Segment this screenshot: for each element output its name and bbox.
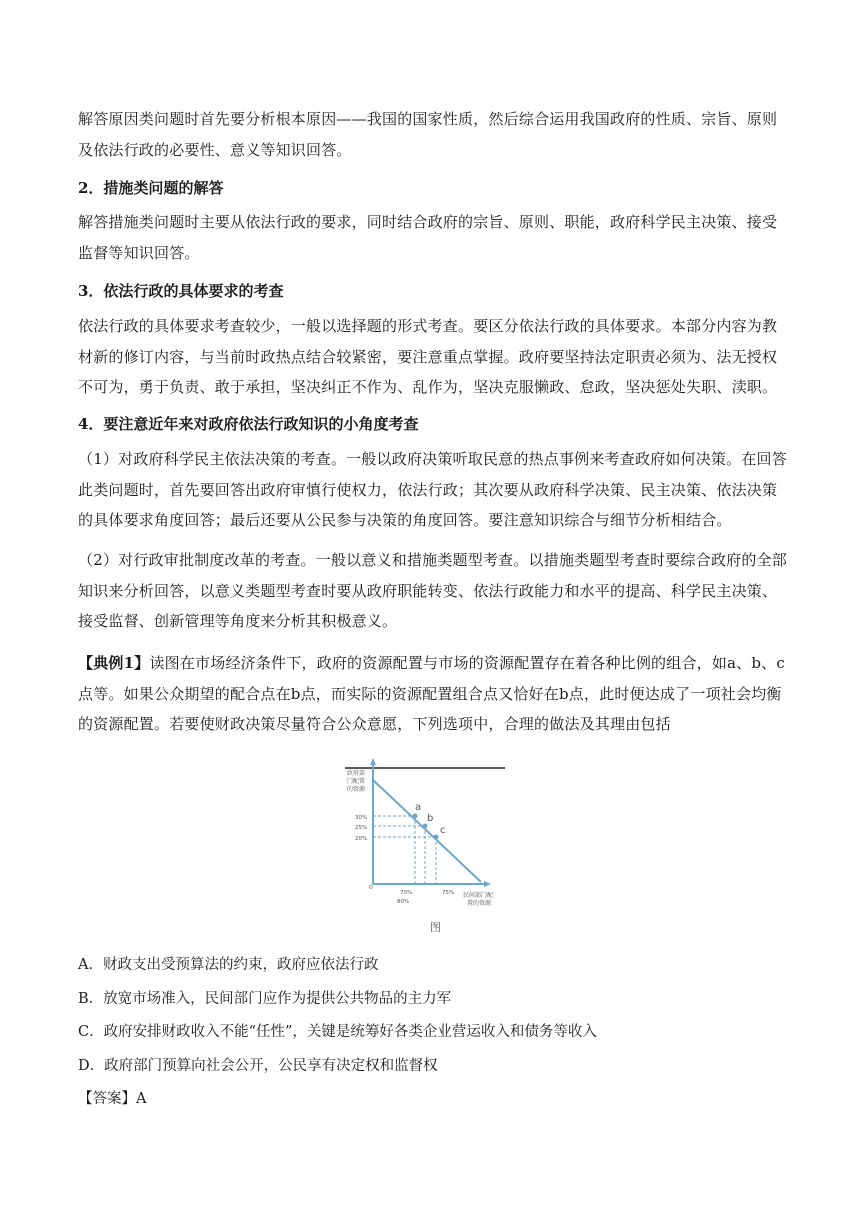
point-c-marker — [434, 835, 439, 840]
paragraph-approval-reform: （2）对行政审批制度改革的考查。一般以意义和措施类题型考查。以措施类题型考查时要综合政府的全部知识来分析回答，以意义类题型考查时要从政府职能转变、依法行政能力和水平的提高、科学民主决策、接受监督、创新管理等角度来分析其积极意义。 — [78, 551, 787, 630]
x-tick-75: 75% — [442, 890, 455, 896]
figure-caption: 图 — [430, 921, 441, 934]
x-tick-80: 80% — [397, 899, 410, 905]
option-c: C．政府安排财政收入不能“任性”，关键是统筹好各类企业营运收入和债务等收入 — [78, 1024, 597, 1040]
y-axis-label-line2: 门配置 — [347, 778, 366, 785]
paragraph-specific-requirements: 依法行政的具体要求考查较少，一般以选择题的形式考查。要区分依法行政的具体要求。本部分内容为教材新的修订内容，与当前时政热点结合较紧密，要注意重点掌握。政府要坚持法定职责必须为、法无授权不可为，勇于负责、敢于承担，坚决纠正不作为、乱作为，坚决克服懒政、怠政，坚决惩处失职、渎职。 — [78, 317, 778, 396]
option-a: A．财政支出受预算法的约束，政府应依法行政 — [78, 957, 379, 973]
y-tick-25: 25% — [355, 825, 368, 831]
x-axis-label-line2: 置的资源 — [467, 900, 492, 907]
answer: 【答案】A — [78, 1091, 147, 1107]
heading-specific-requirements: 3．依法行政的具体要求的考查 — [78, 282, 284, 300]
paragraph-measures: 解答措施类问题时主要从依法行政的要求，同时结合政府的宗旨、原则、职能，政府科学民主决策、接受监督等知识回答。 — [78, 213, 778, 262]
allocation-diagram — [345, 758, 515, 938]
option-b: B．放宽市场准入，民间部门应作为提供公共物品的主力军 — [78, 991, 452, 1007]
point-a-label: a — [415, 802, 422, 813]
option-d: D．政府部门预算向社会公开，公民享有决定权和监督权 — [78, 1058, 438, 1074]
y-axis-label-line1: 政府部 — [347, 770, 366, 777]
example-question — [78, 648, 790, 740]
y-axis-arrow — [370, 758, 376, 765]
paragraph-decision-making: （1）对政府科学民主依法决策的考查。一般以政府决策听取民意的热点事例来考查政府如何决策。在回答此类问题时，首先要回答出政府审慎行使权力，依法行政；其次要从政府科学决策、民主决策、依法决策的具体要求角度回答；最后还要从公民参与决策的角度回答。要注意知识综合与细节分析相结合。 — [78, 450, 787, 529]
y-tick-30: 30% — [355, 815, 368, 821]
point-c-label: c — [440, 825, 446, 836]
example-text: 读图在市场经济条件下，政府的资源配置与市场的资源配置存在着各种比例的组合，如a、b、c点等。如果公众期望的配合点在b点，而实际的资源配置组合点又恰好在b点，此时便达成了一项社会均衡的资源配置。若要使财政决策尽量符合公众意愿，下列选项中，合理的做法及其理由包括 — [78, 654, 785, 733]
point-a-marker — [413, 814, 418, 819]
y-axis-label-line3: 的资源 — [347, 786, 366, 793]
heading-measures: 2．措施类问题的解答 — [78, 179, 224, 197]
resource-allocation-figure — [345, 758, 515, 938]
paragraph-cause-questions: 解答原因类问题时首先要分析根本原因——我国的国家性质，然后综合运用我国政府的性质、宗旨、原则及依法行政的必要性、意义等知识回答。 — [78, 110, 778, 159]
origin-label: 0 — [369, 884, 373, 891]
x-tick-70: 70% — [400, 890, 413, 896]
point-b-label: b — [427, 813, 434, 824]
x-axis-arrow — [484, 881, 491, 887]
heading-small-angle: 4．要注意近年来对政府依法行政知识的小角度考查 — [78, 415, 419, 433]
example-label: 【典例1】 — [78, 654, 150, 672]
x-axis-label-line1: 民间部门配 — [463, 892, 494, 899]
allocation-line — [373, 780, 481, 882]
y-tick-20: 20% — [355, 836, 368, 842]
point-b-marker — [423, 824, 428, 829]
